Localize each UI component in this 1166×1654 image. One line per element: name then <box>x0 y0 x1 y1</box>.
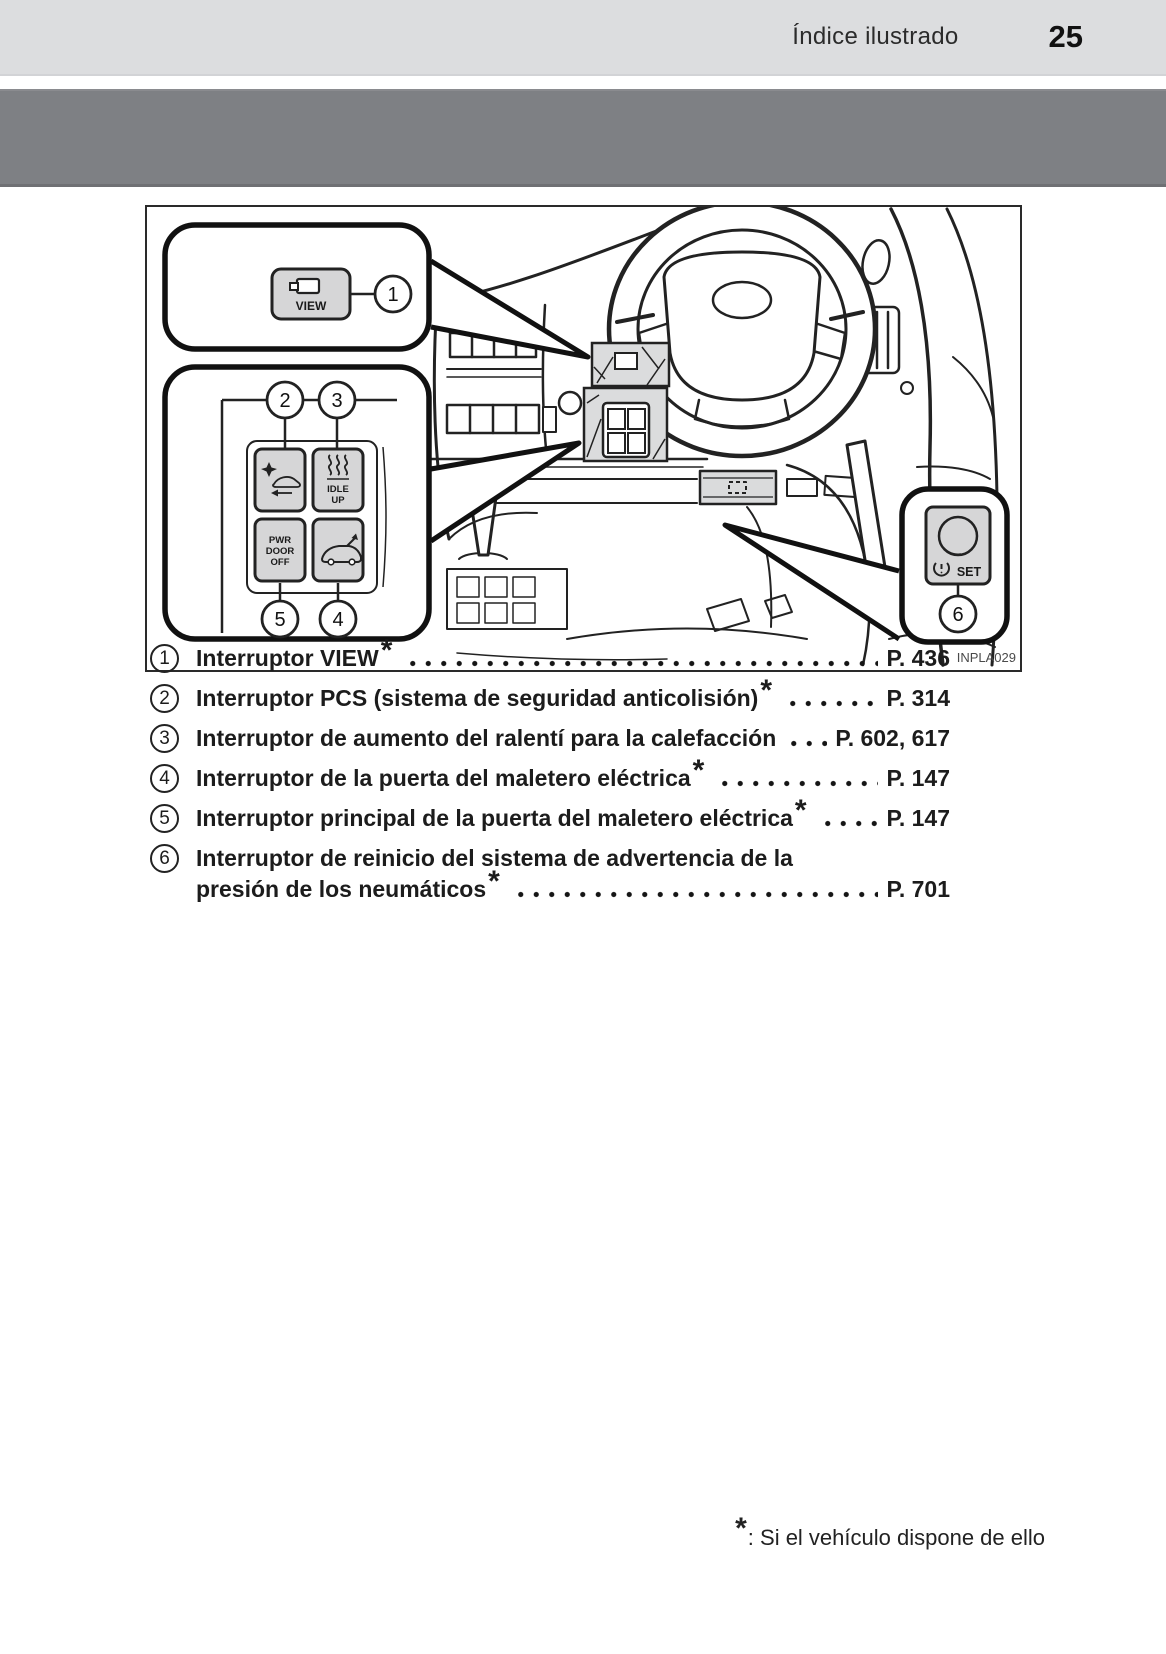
tailgate-switch-panel <box>700 471 776 504</box>
callout-number-4: 4 <box>332 609 344 631</box>
page-ref: P. 701 <box>886 875 950 902</box>
inset-upper <box>592 343 669 386</box>
legend-label: Interruptor de la puerta del maletero eléctrica <box>196 765 691 791</box>
callout-box-switch-panel <box>165 367 429 639</box>
callout-number-badge: 6 <box>150 844 179 873</box>
dot-leader <box>781 699 878 708</box>
footnote-asterisk: * <box>735 1512 747 1545</box>
legend-label: Interruptor principal de la puerta del maletero eléctrica <box>196 805 793 831</box>
callout-number-badge: 2 <box>150 684 179 713</box>
page-number: 25 <box>1048 19 1083 54</box>
page-ref: P. 147 <box>886 765 950 791</box>
legend-label: Interruptor de aumento del ralentí para la calefacción <box>196 725 777 751</box>
callout-box-view <box>165 225 429 349</box>
legend-label-line2: presión de los neumáticos <box>196 875 487 902</box>
dot-leader <box>713 779 878 788</box>
callout-box-set <box>902 489 1007 642</box>
header-bar <box>0 0 1166 76</box>
section-banner <box>0 89 1166 187</box>
pcs-button <box>255 449 305 511</box>
legend-label-line1: Interruptor de reinicio del sistema de advertencia de la <box>196 845 793 871</box>
legend-label: Interruptor VIEW <box>196 645 379 671</box>
callout-number-5: 5 <box>274 609 286 631</box>
callout-number-badge: 4 <box>150 764 179 793</box>
legend-item-3 <box>150 724 950 753</box>
idle-up-label-1: IDLE <box>327 484 349 495</box>
asterisk: * <box>380 634 393 667</box>
asterisk: * <box>692 754 705 787</box>
legend-item-2 <box>150 674 950 713</box>
legend-list <box>150 634 950 904</box>
page-ref: P. 314 <box>886 685 950 711</box>
asterisk: * <box>488 864 500 898</box>
callout-number-3: 3 <box>331 390 343 412</box>
callout-number-2: 2 <box>279 390 291 412</box>
power-back-door-button <box>313 519 363 581</box>
legend-item-1 <box>150 634 950 673</box>
callout-number-badge: 5 <box>150 804 179 833</box>
figure-code: INPLA029 <box>956 650 1016 665</box>
callout-number-1: 1 <box>387 284 399 306</box>
footnote-text: : Si el vehículo dispone de ello <box>747 1525 1045 1550</box>
legend-item-4 <box>150 754 950 793</box>
pwr-door-off-label-2: DOOR <box>265 546 295 557</box>
callout-arrow-2 <box>431 443 579 541</box>
footnote <box>735 1512 1045 1551</box>
pwr-door-off-label-1: PWR <box>268 535 292 546</box>
asterisk: * <box>794 794 807 827</box>
pwr-door-off-button <box>255 519 305 581</box>
callout-number-6: 6 <box>952 604 964 626</box>
view-button <box>272 269 350 319</box>
page-ref: P. 436 <box>886 645 950 671</box>
page-ref: P. 602, 617 <box>835 725 950 751</box>
legend-item-6 <box>150 844 950 904</box>
figure-frame <box>145 205 1022 672</box>
callout-number-badge: 1 <box>150 644 179 673</box>
dot-leader <box>816 819 879 828</box>
dot-leader <box>509 890 879 899</box>
asterisk: * <box>760 674 773 707</box>
dashboard-illustration <box>147 207 1020 670</box>
dot-leader <box>782 739 827 748</box>
inset-lower <box>584 388 667 461</box>
pwr-door-off-label-3: OFF <box>270 557 290 568</box>
tpms-set-button <box>926 507 990 584</box>
set-button-label: SET <box>956 565 982 579</box>
idle-up-button <box>313 449 363 511</box>
page-header-title: Índice ilustrado <box>792 23 959 50</box>
idle-up-label-2: UP <box>331 495 345 506</box>
view-button-label: VIEW <box>295 299 327 313</box>
legend-label: Interruptor PCS (sistema de seguridad anticolisión) <box>196 685 759 711</box>
callout-number-badge: 3 <box>150 724 179 753</box>
legend-item-5 <box>150 794 950 833</box>
dot-leader <box>401 659 878 668</box>
page-ref: P. 147 <box>886 805 950 831</box>
